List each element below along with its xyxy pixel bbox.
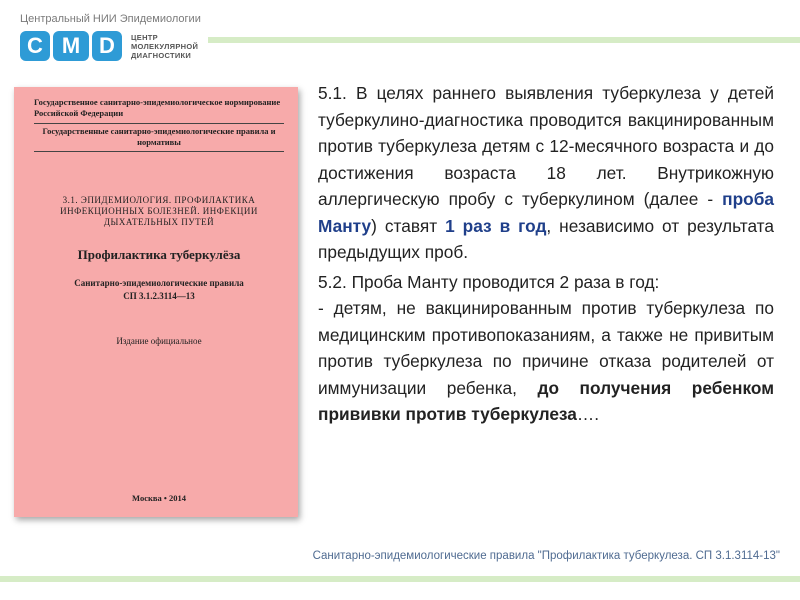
- doc-edition: Издание официальное: [116, 336, 202, 346]
- top-accent-bar: [208, 37, 800, 43]
- logo-letter-c: C: [20, 31, 50, 61]
- doc-header-norms: Государственные санитарно-эпидемиологические правила и нормативы: [42, 126, 276, 147]
- doc-header-federation: Государственное санитарно-эпидемиологическое нормирование Российской Федерации: [34, 97, 281, 118]
- doc-divider: [34, 123, 284, 124]
- logo-letter-d: D: [92, 31, 122, 61]
- doc-subtitle: Санитарно-эпидемиологические правила СП 3.1.2.3114—13: [74, 278, 244, 301]
- document-cover-image: [14, 87, 298, 517]
- doc-section-title: 3.1. ЭПИДЕМИОЛОГИЯ. ПРОФИЛАКТИКА ИНФЕКЦИОННЫХ БОЛЕЗНЕЙ. ИНФЕКЦИИ ДЫХАТЕЛЬНЫХ ПУТЕЙ: [60, 195, 258, 227]
- doc-main-title: Профилактика туберкулёза: [77, 247, 241, 262]
- bottom-accent-bar: [0, 576, 800, 582]
- main-text-body: [318, 80, 774, 428]
- logo-letter-m: M: [53, 31, 89, 61]
- paragraph-5-2: 5.2. Проба Манту проводится 2 раза в год: - детям, не вакцинированным против туберкулеза по медицинским противопоказаниям, а также не привитым против туберкулеза по причине отказа родителей от иммунизации ребенка, до получения ребенком прививки против туберкулеза….: [318, 271, 774, 424]
- doc-city-year: Москва • 2014: [132, 493, 186, 503]
- highlight-until-vaccination: до получения ребенком прививки против туберкулеза: [318, 377, 774, 424]
- cmd-logo: [20, 31, 198, 61]
- doc-divider: [34, 151, 284, 152]
- org-name: Центральный НИИ Эпидемиологии: [20, 13, 201, 25]
- logo-text: ЦЕНТР МОЛЕКУЛЯРНОЙ ДИАГНОСТИКИ: [131, 32, 199, 60]
- source-footnote: Санитарно-эпидемиологические правила "Профилактика туберкулеза. СП 3.1.3114-13": [312, 550, 780, 562]
- highlight-proba-mantu: проба Манту: [318, 189, 774, 236]
- highlight-once-a-year: 1 раз в год: [445, 215, 547, 236]
- paragraph-5-1: 5.1. В целях раннего выявления туберкулеза у детей туберкулино-диагностика проводится вакцинированным против туберкулеза детям с 12-месячного возраста и до достижения возраста 18 лет. Внутрикожную аллергическую пробу с туберкулином (далее - проба Манту) ставят 1 раз в год, независимо от результата предыдущих проб.: [318, 83, 775, 262]
